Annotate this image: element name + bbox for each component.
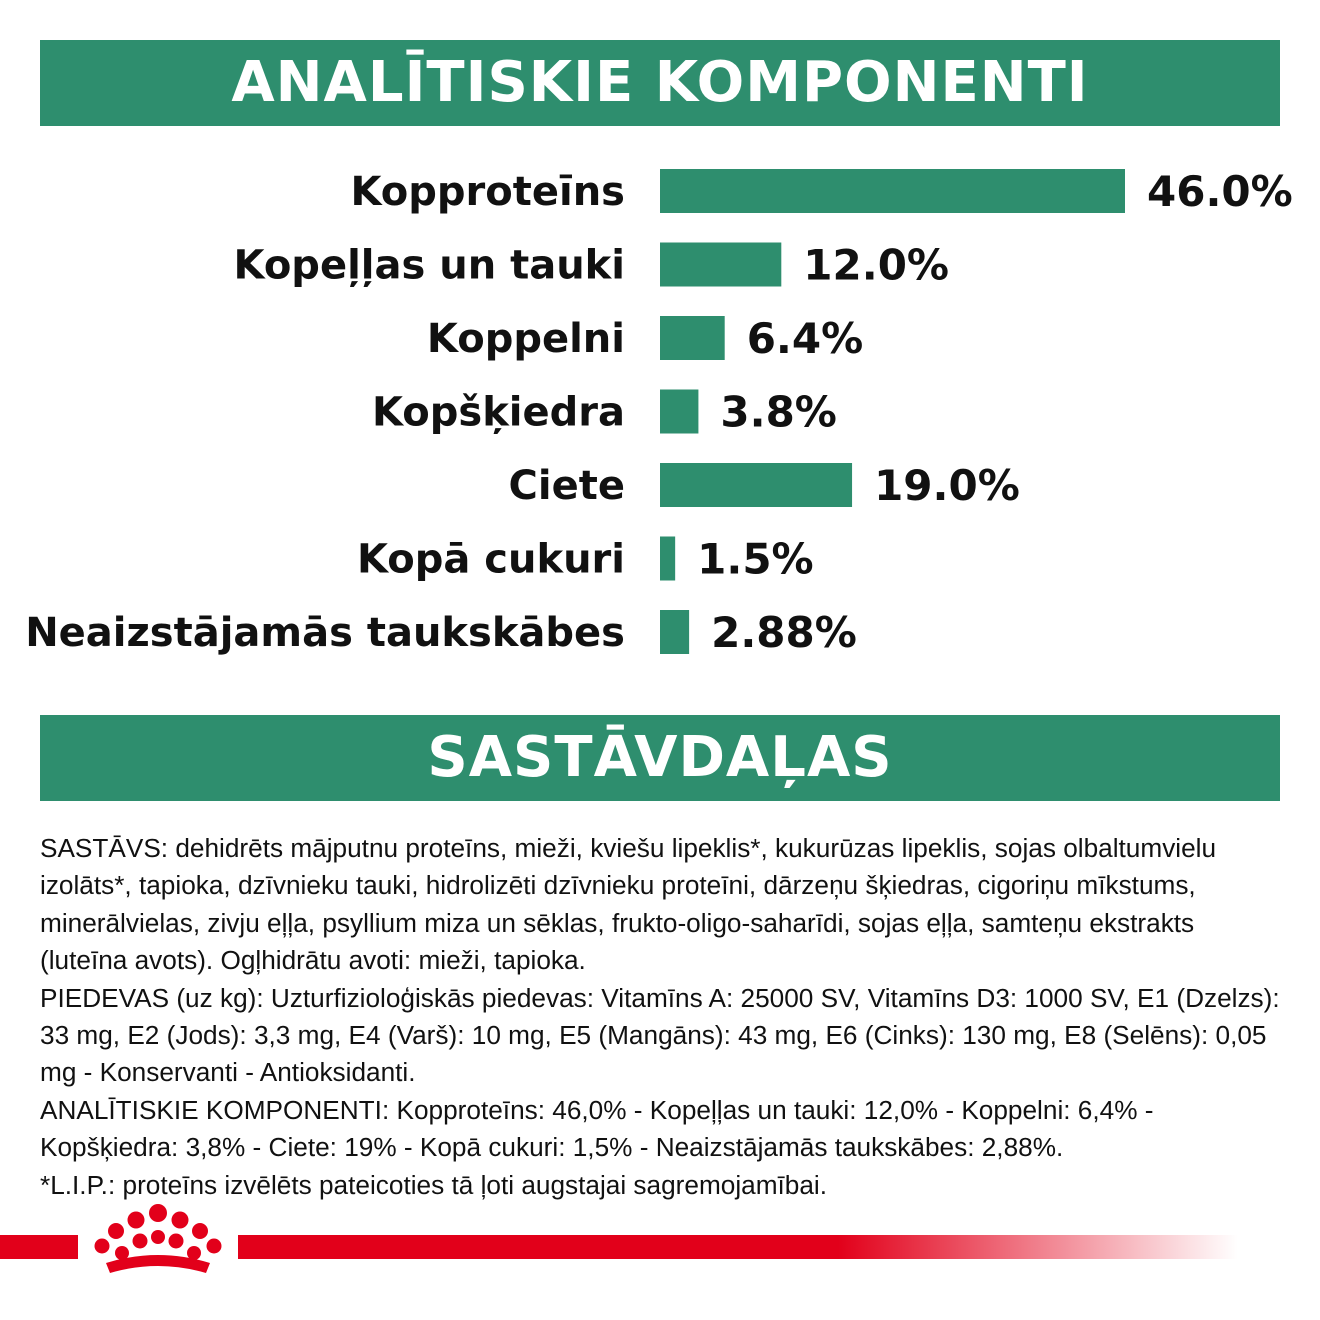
value-label: 3.8% (720, 387, 837, 437)
value-label: 6.4% (746, 314, 864, 363)
category-label: Neaizstājamās taukskābes (25, 610, 625, 656)
additives-text: PIEDEVAS (uz kg): Uzturfizioloģiskās piedevas: Vitamīns A: 25000 SV, Vitamīns D3: 1000 SV, E1 (Dzelzs): 33 mg, E2 (Jods): 3,3 mg, E4 (Varš): 10 mg, E5 (Mangāns): 43 mg, E6 (Cinks): 130 mg, E8 (Selēns): 0,05 mg - Konservanti - Antioksidanti. (40, 982, 1280, 1088)
bar (660, 316, 725, 360)
value-label: 19.0% (874, 461, 1020, 510)
analytical-components-chart (0, 150, 1320, 680)
value-label: 2.88% (711, 608, 857, 657)
composition-text: SASTĀVS: dehidrēts mājputnu proteīns, mieži, kviešu lipeklis*, kukurūzas lipeklis, sojas olbaltumvielu izolāts*, tapioka, dzīvnieku tauki, hidrolizēti dzīvnieku proteīni, dārzeņu šķiedras, cigoriņu mīkstums, minerālvielas, zivju eļļa, psyllium miza un sēklas, frukto-oligo-saharīdi, sojas eļļa, samteņu ekstrakts (luteīna avots). Ogļhidrātu avoti: mieži, tapioka. (40, 833, 1217, 976)
bar (660, 390, 698, 434)
footnote-text: *L.I.P.: proteīns izvēlēts pateicoties tā ļoti augstajai sagremojamībai. (40, 1169, 828, 1200)
category-label: Kopšķiedra (371, 389, 625, 436)
value-label: 46.0% (1147, 167, 1293, 216)
section-header-analytical (40, 40, 1280, 126)
footer-stripe-left (0, 1235, 78, 1259)
bar (660, 243, 781, 287)
category-label: Koppelni (426, 316, 625, 362)
section-header-ingredients (40, 715, 1280, 801)
ingredients-text (40, 830, 1285, 1204)
bar (660, 169, 1125, 213)
bar (660, 537, 675, 581)
bar (660, 610, 689, 654)
category-label: Ciete (508, 463, 625, 509)
analytical-text: ANALĪTISKIE KOMPONENTI: Kopproteīns: 46,0% - Kopeļļas un tauki: 12,0% - Koppelni: 6,4% - Kopšķiedra: 3,8% - Ciete: 19% - Kopā cukuri: 1,5% - Neaizstājamās taukskābes: 2,88%. (40, 1094, 1154, 1163)
crown-icon (88, 1203, 228, 1285)
category-label: Kopproteīns (350, 169, 625, 215)
value-label: 1.5% (697, 534, 814, 584)
footer-stripe-right (238, 1235, 1238, 1259)
bar (660, 463, 852, 507)
category-label: Kopeļļas un tauki (233, 242, 625, 289)
section-title-ingredients: SASTĀVDAĻAS (427, 725, 893, 790)
section-title-analytical: ANALĪTISKIE KOMPONENTI (231, 50, 1089, 115)
category-label: Kopā cukuri (356, 536, 625, 583)
value-label: 12.0% (803, 240, 950, 290)
